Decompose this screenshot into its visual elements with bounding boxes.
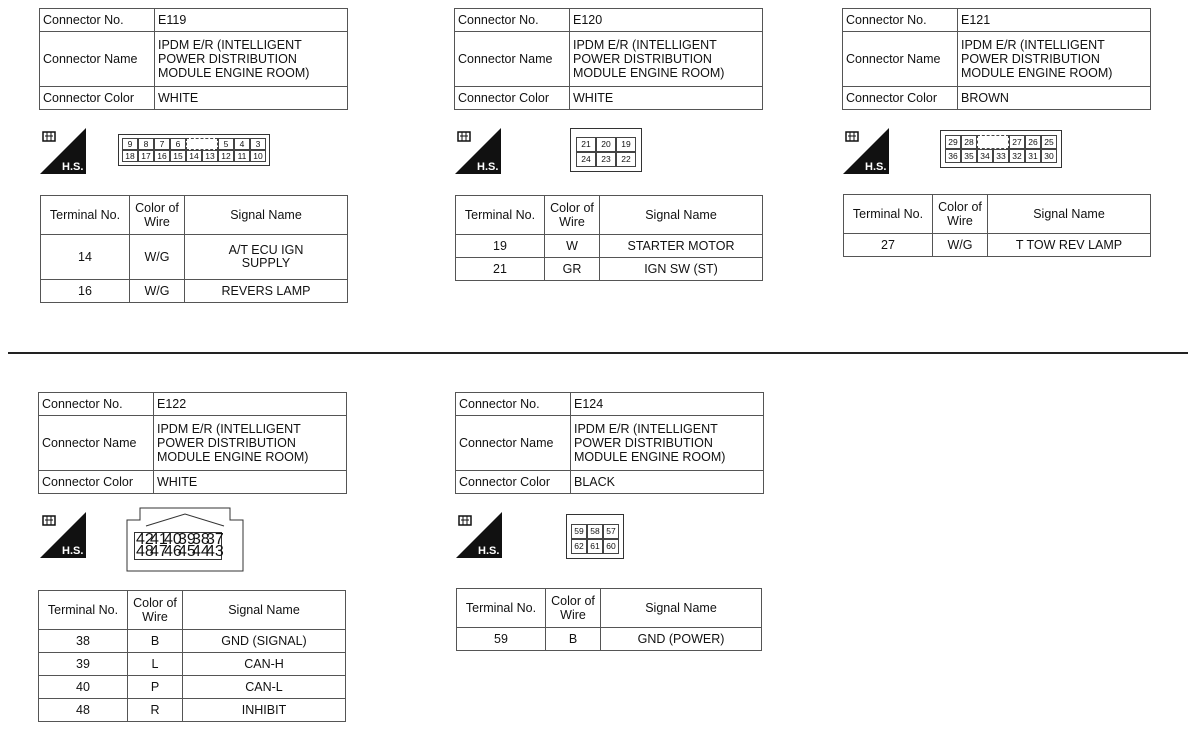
connector-no-label: Connector No. — [456, 393, 571, 416]
section-divider — [8, 352, 1188, 354]
pin: 62 — [571, 539, 587, 554]
table-row — [844, 234, 1151, 257]
wire-cell: B — [546, 628, 601, 651]
terminal-cell: 14 — [41, 235, 130, 280]
connector-no-value: E119 — [155, 9, 348, 32]
connector-color-value: BROWN — [958, 87, 1151, 110]
terminal-no-header: Terminal No. — [39, 591, 128, 630]
connector-no-value: E121 — [958, 9, 1151, 32]
pin: 43 — [206, 543, 224, 560]
pin: 23 — [596, 152, 616, 167]
wire-cell: W — [545, 235, 600, 258]
pin: 26 — [1025, 135, 1041, 149]
pin: 17 — [138, 150, 154, 162]
wire-cell: B — [128, 630, 183, 653]
connector-color-label: Connector Color — [456, 471, 571, 494]
connector-color-value: WHITE — [155, 87, 348, 110]
connector-color-value: WHITE — [154, 471, 347, 494]
pin: 15 — [170, 150, 186, 162]
pin: 58 — [587, 524, 603, 539]
terminal-table-e124 — [456, 588, 762, 651]
terminal-table-e119 — [40, 195, 348, 303]
wire-cell: L — [128, 653, 183, 676]
pin: 19 — [616, 137, 636, 152]
connector-name-label: Connector Name — [455, 32, 570, 87]
pin: 4 — [234, 138, 250, 150]
pin: 24 — [576, 152, 596, 167]
harness-side-icon — [40, 512, 86, 558]
pin: 3 — [250, 138, 266, 150]
wire-cell: W/G — [130, 235, 185, 280]
connector-info-e124 — [455, 392, 764, 494]
color-of-wire-header: Color of Wire — [130, 196, 185, 235]
color-of-wire-header: Color of Wire — [545, 196, 600, 235]
pin-row-top — [571, 524, 619, 539]
table-row — [41, 235, 348, 280]
terminal-cell: 38 — [39, 630, 128, 653]
terminal-no-header: Terminal No. — [457, 589, 546, 628]
pin: 27 — [1009, 135, 1025, 149]
signal-name-header: Signal Name — [600, 196, 763, 235]
pin: 16 — [154, 150, 170, 162]
connector-no-label: Connector No. — [39, 393, 154, 416]
terminal-cell: 19 — [456, 235, 545, 258]
color-of-wire-header: Color of Wire — [546, 589, 601, 628]
connector-info-e121 — [842, 8, 1151, 110]
terminal-table-e120 — [455, 195, 763, 281]
pin: 8 — [138, 138, 154, 150]
signal-cell: GND (SIGNAL) — [183, 630, 346, 653]
pin-row-top — [945, 135, 1057, 149]
terminal-no-header: Terminal No. — [844, 195, 933, 234]
signal-cell: CAN-H — [183, 653, 346, 676]
connector-face-e119 — [118, 134, 270, 166]
pin: 40 — [164, 531, 182, 548]
connector-no-value: E120 — [570, 9, 763, 32]
signal-cell: INHIBIT — [183, 699, 346, 722]
pin-row-top — [122, 138, 266, 150]
pin: 35 — [961, 149, 977, 163]
connector-no-value: E124 — [571, 393, 764, 416]
terminal-cell: 27 — [844, 234, 933, 257]
signal-cell: A/T ECU IGN SUPPLY — [185, 235, 348, 280]
table-row — [457, 628, 762, 651]
terminal-table-e121 — [843, 194, 1151, 257]
connector-info-e119 — [39, 8, 348, 110]
pin: 42 — [136, 531, 154, 548]
pin: 10 — [250, 150, 266, 162]
connector-face-e124 — [566, 514, 624, 559]
wire-cell: W/G — [933, 234, 988, 257]
signal-name-header: Signal Name — [183, 591, 346, 630]
terminal-cell: 48 — [39, 699, 128, 722]
harness-side-icon — [843, 128, 889, 174]
connector-key — [186, 138, 218, 150]
terminal-cell: 21 — [456, 258, 545, 281]
pin: 48 — [136, 543, 154, 560]
connector-color-value: BLACK — [571, 471, 764, 494]
signal-name-header: Signal Name — [988, 195, 1151, 234]
pin-grid — [134, 532, 222, 560]
connector-info-e122 — [38, 392, 347, 494]
signal-cell: T TOW REV LAMP — [988, 234, 1151, 257]
pin: 5 — [218, 138, 234, 150]
connector-key — [977, 135, 1009, 149]
connector-face-e120 — [570, 128, 642, 172]
pin: 9 — [122, 138, 138, 150]
pin: 25 — [1041, 135, 1057, 149]
harness-side-icon — [40, 128, 86, 174]
connector-color-label: Connector Color — [455, 87, 570, 110]
pin: 60 — [603, 539, 619, 554]
pin: 28 — [961, 135, 977, 149]
connector-no-label: Connector No. — [40, 9, 155, 32]
connector-name-value: IPDM E/R (INTELLIGENT POWER DISTRIBUTION MODULE ENGINE ROOM) — [958, 32, 1151, 87]
pin: 37 — [206, 531, 224, 548]
color-of-wire-header: Color of Wire — [933, 195, 988, 234]
pin: 47 — [150, 543, 168, 560]
signal-cell: STARTER MOTOR — [600, 235, 763, 258]
pin: 22 — [616, 152, 636, 167]
wire-cell: P — [128, 676, 183, 699]
connector-color-value: WHITE — [570, 87, 763, 110]
wire-cell: GR — [545, 258, 600, 281]
hs-label: H.S. — [865, 161, 887, 173]
connector-no-label: Connector No. — [455, 9, 570, 32]
signal-name-header: Signal Name — [185, 196, 348, 235]
connector-name-label: Connector Name — [39, 416, 154, 471]
signal-cell: IGN SW (ST) — [600, 258, 763, 281]
pin: 34 — [977, 149, 993, 163]
connector-face-e121 — [940, 130, 1062, 168]
connector-name-value: IPDM E/R (INTELLIGENT POWER DISTRIBUTION MODULE ENGINE ROOM) — [570, 32, 763, 87]
pin: 57 — [603, 524, 619, 539]
signal-cell: CAN-L — [183, 676, 346, 699]
signal-name-header: Signal Name — [601, 589, 762, 628]
pin: 46 — [164, 543, 182, 560]
connector-name-label: Connector Name — [456, 416, 571, 471]
connector-name-label: Connector Name — [843, 32, 958, 87]
connector-no-label: Connector No. — [843, 9, 958, 32]
connector-name-label: Connector Name — [40, 32, 155, 87]
pin: 18 — [122, 150, 138, 162]
table-row — [39, 653, 346, 676]
table-row — [456, 258, 763, 281]
pin-row-bottom — [571, 539, 619, 554]
pin: 45 — [178, 543, 196, 560]
pin: 20 — [596, 137, 616, 152]
color-of-wire-header: Color of Wire — [128, 591, 183, 630]
pin: 7 — [154, 138, 170, 150]
table-row — [456, 235, 763, 258]
pin: 30 — [1041, 149, 1057, 163]
pin: 59 — [571, 524, 587, 539]
connector-color-label: Connector Color — [39, 471, 154, 494]
pin: 41 — [150, 531, 168, 548]
pin: 6 — [170, 138, 186, 150]
pin: 38 — [192, 531, 210, 548]
table-row — [41, 280, 348, 303]
pin: 36 — [945, 149, 961, 163]
hs-label: H.S. — [477, 161, 499, 173]
pin: 33 — [993, 149, 1009, 163]
harness-side-icon — [456, 512, 502, 558]
terminal-no-header: Terminal No. — [456, 196, 545, 235]
pin-row-top — [576, 137, 636, 152]
signal-cell: REVERS LAMP — [185, 280, 348, 303]
connector-color-label: Connector Color — [40, 87, 155, 110]
table-row — [39, 699, 346, 722]
pin-row-bottom — [576, 152, 636, 167]
connector-name-value: IPDM E/R (INTELLIGENT POWER DISTRIBUTION MODULE ENGINE ROOM) — [154, 416, 347, 471]
pin: 12 — [218, 150, 234, 162]
pin-row-bottom — [945, 149, 1057, 163]
hs-label: H.S. — [62, 161, 84, 173]
pin: 11 — [234, 150, 250, 162]
connector-no-value: E122 — [154, 393, 347, 416]
pin: 31 — [1025, 149, 1041, 163]
terminal-no-header: Terminal No. — [41, 196, 130, 235]
pin: 14 — [186, 150, 202, 162]
table-row — [39, 676, 346, 699]
pin: 21 — [576, 137, 596, 152]
pin: 39 — [178, 531, 196, 548]
terminal-cell: 40 — [39, 676, 128, 699]
wire-cell: W/G — [130, 280, 185, 303]
terminal-table-e122 — [38, 590, 346, 722]
pin: 44 — [192, 543, 210, 560]
terminal-cell: 39 — [39, 653, 128, 676]
signal-cell: GND (POWER) — [601, 628, 762, 651]
pin: 32 — [1009, 149, 1025, 163]
pin-row-bottom — [122, 150, 266, 162]
pin: 13 — [202, 150, 218, 162]
connector-face-e122 — [126, 506, 244, 572]
hs-label: H.S. — [478, 545, 500, 557]
connector-name-value: IPDM E/R (INTELLIGENT POWER DISTRIBUTION MODULE ENGINE ROOM) — [155, 32, 348, 87]
connector-color-label: Connector Color — [843, 87, 958, 110]
pin: 61 — [587, 539, 603, 554]
hs-label: H.S. — [62, 545, 84, 557]
pin-row-bottom — [136, 543, 224, 560]
harness-side-icon — [455, 128, 501, 174]
terminal-cell: 59 — [457, 628, 546, 651]
table-row — [39, 630, 346, 653]
connector-info-e120 — [454, 8, 763, 110]
terminal-cell: 16 — [41, 280, 130, 303]
pin: 29 — [945, 135, 961, 149]
connector-name-value: IPDM E/R (INTELLIGENT POWER DISTRIBUTION MODULE ENGINE ROOM) — [571, 416, 764, 471]
wire-cell: R — [128, 699, 183, 722]
